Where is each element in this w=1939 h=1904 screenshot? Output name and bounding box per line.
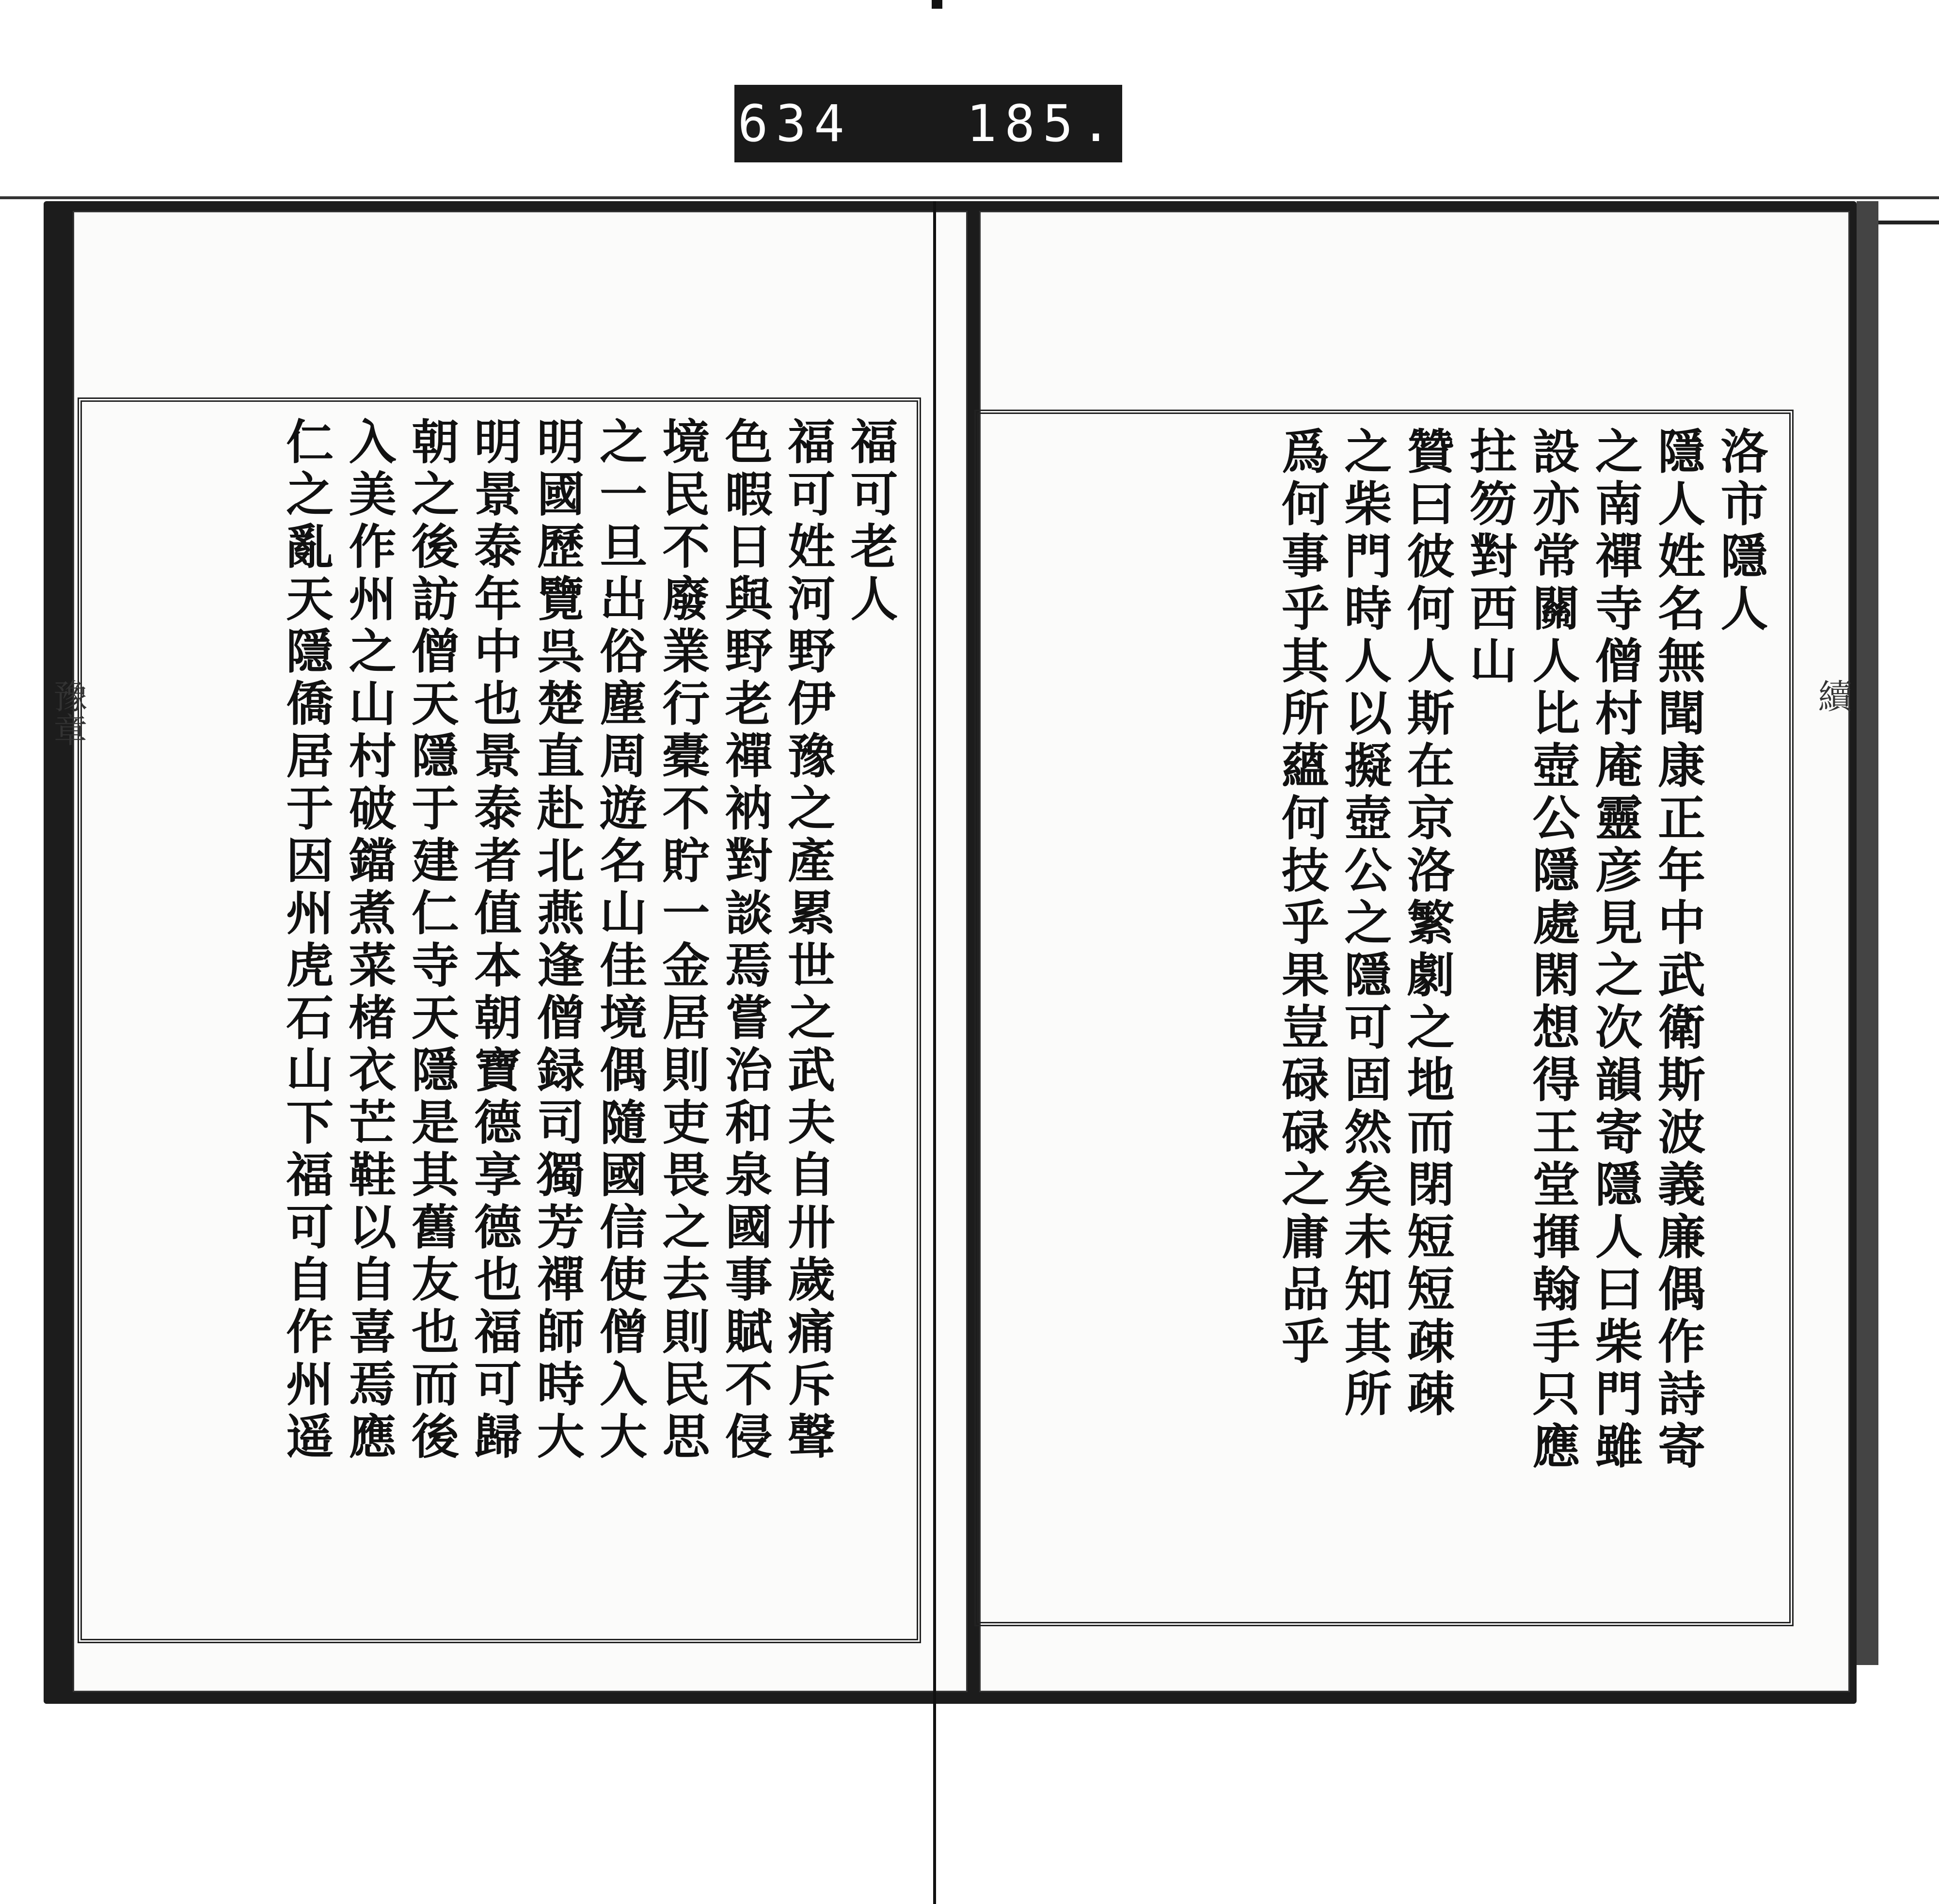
right-page-text <box>1001 427 1772 1609</box>
left-page-title: 福可老人 <box>842 417 898 626</box>
page-edge <box>1857 201 1878 1665</box>
right-page-body: 隱人姓名無聞康正年中武衛斯波義廉偶作詩寄 之南禪寺僧村庵靈彦見之次韻寄隱人曰柴門雖 設亦常關人比壺公隱處閑想得王堂揮翰手只應 拄笏對西山 贊曰彼何人斯在京洛繁劇之地而閉短短疎疎 之柴門時人以擬壺公之隱可固然矣未知其所 爲何事乎其所蘊何技乎果豈碌碌之庸品乎 <box>1273 427 1706 1474</box>
left-page-text <box>107 417 902 1619</box>
right-page-title: 洛市隱人 <box>1713 427 1768 636</box>
left-margin-label: 豫章 <box>48 679 88 746</box>
book-spine <box>933 201 936 1904</box>
left-page-body: 福可姓河野伊豫之產累世之武夫自卅歲痛斥聲 色暇日與野老禪衲對談焉嘗治和泉國事賦不侵 境民不廢業行橐不貯一金居則吏畏之去則民思 之一旦出俗塵周遊名山佳境偶隨國信使僧入大 明國歷覽呉楚直赴北燕逢僧録司獨芳禪師時大 明景泰年中也景泰者值本朝寶德享德也福可歸 朝之後訪僧天隱于建仁寺天隱是其舊友也而後 入美作州之山村破鐺煮菜楮衣芒鞋以自喜焉應 仁之亂天隱僑居于因州虎石山下福可自作州遥 <box>278 417 836 1464</box>
archive-label: 634 185. <box>734 85 1122 162</box>
right-margin-label: 續 <box>1812 679 1852 713</box>
scan-line <box>0 196 1939 199</box>
top-notch <box>932 0 942 9</box>
